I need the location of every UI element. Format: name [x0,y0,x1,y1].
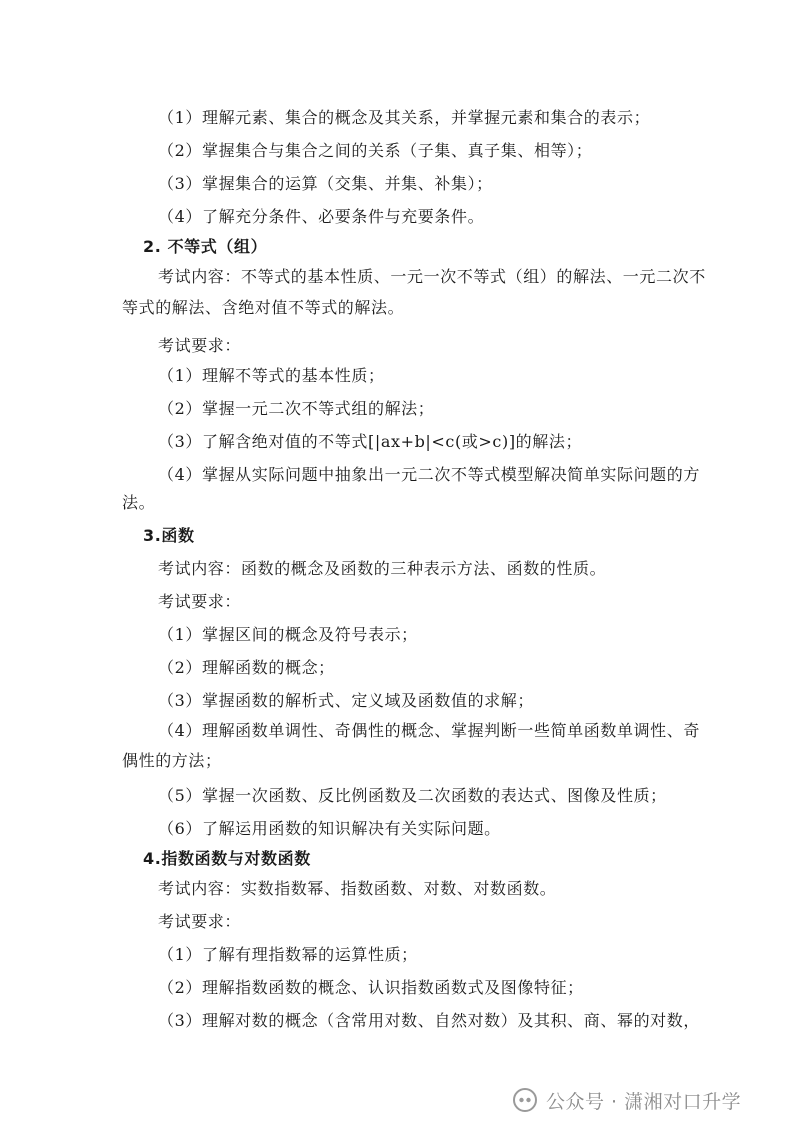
section-heading: 3.函数 [143,526,195,545]
wechat-official-account-icon [512,1087,538,1113]
paragraph: 考试要求： [158,912,242,931]
paragraph: 考试内容：实数指数幂、指数函数、对数、对数函数。 [158,879,557,898]
list-item: （4）了解充分条件、必要条件与充要条件。 [158,207,485,226]
watermark [512,1085,741,1115]
list-item: （4）理解函数单调性、奇偶性的概念、掌握判断一些简单函数单调性、奇 [158,721,700,740]
list-item: （2）理解指数函数的概念、认识指数函数式及图像特征； [158,978,584,997]
list-item: （1）了解有理指数幂的运算性质； [158,945,418,964]
list-item: （1）理解不等式的基本性质； [158,366,385,385]
list-item: （1）理解元素、集合的概念及其关系，并掌握元素和集合的表示； [158,108,651,127]
paragraph-continuation: 法。 [122,493,156,512]
paragraph-continuation: 偶性的方法； [122,751,222,770]
list-item: （2）理解函数的概念； [158,658,335,677]
paragraph: 考试内容：函数的概念及函数的三种表示方法、函数的性质。 [158,559,607,578]
section-heading: 2. 不等式（组） [143,237,268,256]
list-item: （3）了解含绝对值的不等式[|ax+b|<c(或>c)]的解法； [158,432,583,451]
list-item: （6）了解运用函数的知识解决有关实际问题。 [158,819,501,838]
list-item: （4）掌握从实际问题中抽象出一元二次不等式模型解决简单实际问题的方 [158,465,700,484]
list-item: （2）掌握一元二次不等式组的解法； [158,399,435,418]
list-item: （3）掌握函数的解析式、定义域及函数值的求解； [158,691,534,710]
list-item: （2）掌握集合与集合之间的关系（子集、真子集、相等）； [158,141,593,160]
watermark-text: 公众号 · 潇湘对口升学 [546,1090,742,1113]
list-item: （1）掌握区间的概念及符号表示； [158,625,418,644]
section-heading: 4.指数函数与对数函数 [143,849,311,868]
list-item: （5）掌握一次函数、反比例函数及二次函数的表达式、图像及性质； [158,786,667,805]
paragraph: 考试要求： [158,592,242,611]
paragraph-continuation: 等式的解法、含绝对值不等式的解法。 [122,298,405,317]
paragraph: 考试内容：不等式的基本性质、一元一次不等式（组）的解法、一元二次不 [158,267,706,286]
paragraph: 考试要求： [158,336,242,355]
list-item: （3）掌握集合的运算（交集、并集、补集）； [158,174,493,193]
list-item: （3）理解对数的概念（含常用对数、自然对数）及其积、商、幂的对数， [158,1011,700,1030]
